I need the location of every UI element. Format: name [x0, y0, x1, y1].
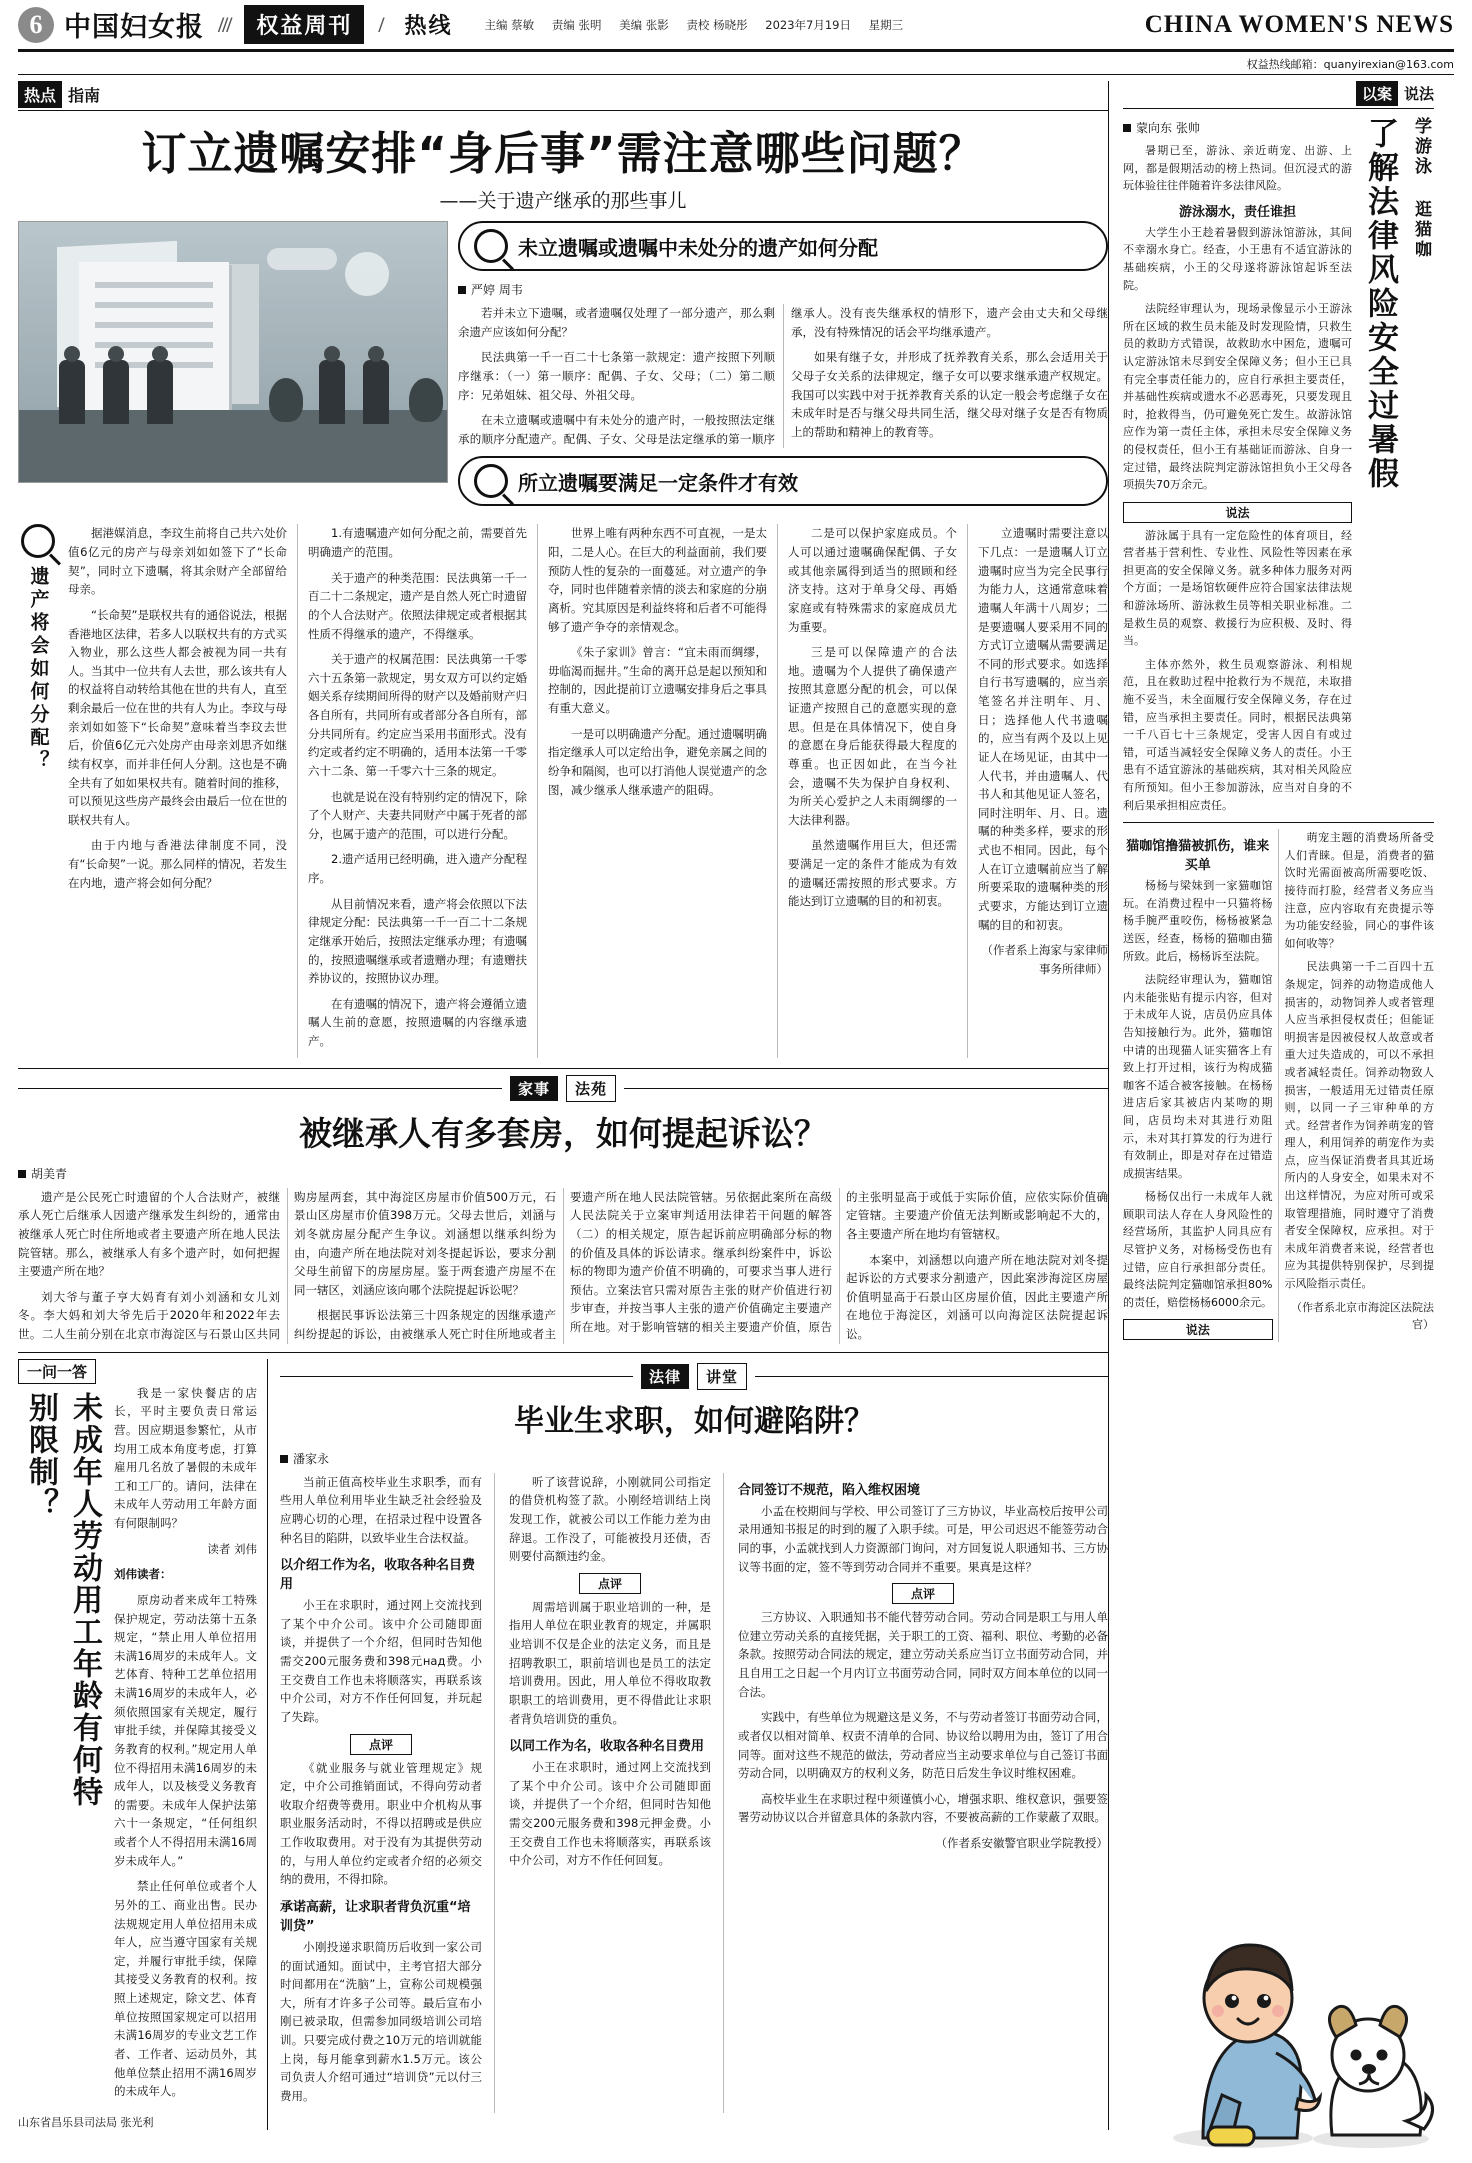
magnifier-icon: [474, 229, 508, 263]
lead-col-d: [548, 524, 778, 1057]
family-tag-light: 法苑: [566, 1075, 616, 1102]
paragraph: 一是可以明确遗产分配。通过遗嘱明确指定继承人可以定给出争，避免亲属之间的纷争和隔阂，也可以打消他人误觉遗产的念图，减少继承人继承遗产的阻碍。: [548, 726, 767, 797]
credit-5: 星期三: [868, 17, 904, 32]
lead-body-row: [18, 524, 1108, 1057]
lead-col-b: [308, 524, 538, 1057]
paragraph: 大学生小王趁着暑假到游泳馆游泳，其间不幸溺水身亡。经查，小王患有不适宜游泳的基础疾病，小王的父母遂将游泳馆起诉至法院。: [1123, 225, 1352, 292]
right-tag-dark: 以案: [1356, 81, 1398, 106]
lawclass-sub-3: 承诺高薪，让求职者背负沉重“培训贷”: [280, 1899, 471, 1934]
lead-credit: （作者系上海家与家律师事务所律师）: [981, 943, 1108, 976]
lawclass-columns: [280, 1473, 1108, 2113]
paragraph: 听了该营说辞，小刚就同公司指定的借贷机构签了款。小刚经培训结上岗发现工作，就被公司以工作能力差为由辞退。工作没了，可能被投月还债，否则要付高额违约金。: [509, 1474, 711, 1564]
lead-right-block: [458, 221, 1108, 516]
masthead-credits: [485, 17, 918, 33]
section-tag: 权益周刊: [244, 5, 364, 44]
paragraph: 关于遗产的权属范围：民法典第一千零六十五条第一款规定，男女双方可以约定婚姻关系存续期间所得的财产以及婚前财产归各自所有，共同所有或者部分各自所有，部分共同所有。约定应当采用书面形式。没有约定或者约定不明确的，适用本法第一千零六十二条、第一千零六十三条的规定。: [308, 652, 527, 778]
paragraph: 若并未立下遗嘱，或者遗嘱仅处理了一部分遗产，那么剩余遗产应该如何分配？: [458, 306, 775, 339]
slash-decoration: ///: [218, 11, 231, 37]
paragraph: 游泳属于具有一定危险性的体育项目，经营者基于营利性、专业性、风险性等因素在承担更高的安全保障义务。就多种体力服务对两个方面；一是场馆软硬件应符合国家法律法规和游泳场所、游泳救生员等相关职业标准。二是救生员的观察、救援行为应积极、及时、得当。: [1123, 528, 1352, 648]
comment-tag: 点评: [892, 1583, 954, 1604]
paragraph: 小孟在校期间与学校、甲公司签订了三方协议，毕业高校后按甲公司录用通知书报足的时到的履了入职手续。可是，甲公司迟迟不能签劳动合同的事，小孟就找到人力资源部门询问，对方回复说人职通知书、三方协议等书面的定，签不等到劳动合同并不重要。果真是这样？: [738, 1503, 1108, 1574]
content-grid: [18, 81, 1454, 2130]
paper-logo-en: CHINA WOMEN'S NEWS: [1144, 10, 1454, 38]
family-headline: 被继承人有多套房，如何提起诉讼？: [299, 1113, 827, 1153]
paragraph: 实践中，有些单位为规避这是义务，不与劳动者签订书面劳动合同，或者仅以相对简单、权责不清单的合同、协议给以聘用为由，签订了用合同等。面对这些不规范的做法，劳动者应当主动要求单位与自己签订书面劳动合同，以明确双方的权利义务，防范日后发生争议时维权困难。: [738, 1710, 1108, 1781]
lead-question-1: [458, 221, 1108, 271]
lawclass-section-label: [280, 1363, 1108, 1390]
paragraph: 2.遗产适用已经明确，进入遗产分配程序。: [308, 852, 527, 885]
paragraph: 当前正值高校毕业生求职季，而有些用人单位利用毕业生缺乏社会经验及应聘心切的心理，在招录过程中设置各种名目的陷阱，以致毕业生合法权益。: [280, 1474, 482, 1545]
lawclass-byline-text: 潘家永: [293, 1451, 330, 1466]
lead-headline: 订立遗嘱安排“身后事”需注意哪些问题？: [141, 127, 985, 180]
paragraph: 在未立遗嘱或遗嘱中有未处分的遗产时，一般按照法定继承的顺序分配遗产。配偶、子女、父母是法定继承的第一顺序继承人。没有丧失继承权的情形下，遗产会由丈夫和父母继承，没有特殊情况的话会平均继承遗产。: [458, 306, 1108, 446]
paper-logo-cn: 中国妇女报: [64, 12, 204, 43]
cartoon-illustration: [1148, 1903, 1448, 2153]
right-section-label: [1123, 81, 1434, 106]
paragraph: 民法典第一千一百二十七条第一款规定：遗产按照下列顺序继承：（一）第一顺序：配偶、子女、父母；（二）第二顺序：兄弟姐妹、祖父母、外祖父母。: [458, 350, 775, 402]
family-byline-text: 胡美青: [31, 1166, 68, 1181]
family-byline: [18, 1165, 1108, 1182]
lead-vert-question: 遗产将会如何分配？: [27, 566, 50, 774]
paragraph: 民法典第一千二百四十五条规定，饲养的动物造成他人损害的，动物饲养人或者管理人应当承担侵权责任；但能证明损害是因被侵权人故意或者重大过失造成的，可以不承担或者减轻责任。饲养动物致人损害，一般适用无过错责任原则，以同一子三审种单的方式。经营者作为饲养萌宠的管理人，利用饲养的萌宠作为卖点，应当保证消费者具其近场所内的人身安全，如果未对不出这样情况，为应对所可或采取管理措施，同时遵守了消费者安全保障权，应承担。对于未成年消费者来说，经营者也应为其提供特别保护，尽到提示风险指示责任。: [1284, 960, 1434, 1291]
paragraph: 禁止任何单位或者个人另外的工、商业出售。民办法规规定用人单位招用未成年人，应当遵守国家有关规定，并履行审批手续，保障其接受义务教育的权利。按照上述规定，除文艺、体育单位按照国家规定可以招用未满16周岁的专业文艺工作者、工作者、运动员外，其他单位禁止招用不满16周岁的未成年人。: [114, 1879, 257, 2099]
lawclass-section: [268, 1359, 1108, 2130]
qa-reader-question: 我是一家快餐店的店长，平时主要负责日常运营。因应期退参繁忙，从市均用工成本角度考虑，打算雇用几名放了暑假的未成年工和工厂的。请问，法律在未成年人劳动用工年龄方面有何限制吗？: [114, 1385, 257, 1530]
paragraph: 也就是说在没有特别约定的情况下，除了个人财产、夫妻共同财产中属于死者的部分，也属于遗产的范围，可以进行分配。: [308, 789, 527, 841]
paragraph: 如果有继子女，并形成了抚养教育关系，那么会适用关于父母子女关系的法律规定，继子女可以要求继承遗产权规定。我国可以实践中对于抚养教育关系的认定一般会考虑继子女在未成年时是否与继父母共同生活，继父母对继子女是否有物质上的帮助和精神上的教育等。: [791, 350, 1108, 439]
paragraph: 刘大爷与董子亨大妈育有刘小刘涵和女儿刘冬。李大妈和刘大爷先后于2020年和2022年去世。二人生前分别在北京市海淀区与石景山区共同购房屋两套，其中海淀区房屋市价值500万元，石景山区房屋市价值398万元。父母去世后，刘涵与刘冬就房屋分配产生争议。刘涵想以继承纠纷为由，向遗产所在地法院对刘冬提起诉讼，要求分割父母生前留下的房屋房屋。鉴于两套遗产房屋不在同一辖区，刘涵应该向哪个法院提起诉讼呢？: [18, 1189, 556, 1341]
family-section-label: [18, 1075, 1108, 1102]
paragraph: 根据民事诉讼法第三十四条规定的因继承遗产纠纷提起的诉讼，由被继承人死亡时住所地或者主要遗产所在地人民法院管辖。另依据此案所在高级人民法院关于立案审判适用法律若干问题的解答（二）的相关规定，原告起诉前应明确部分标的物的价值及具体的诉讼请求。继承纠纷案件中，诉讼标的物即为遗产价值不明确的，可要求当事人进行预估。立案法官只需对原告主张的财产价值进行初步审查，并按当事人主张的遗产价值确定主要遗产所在地。对于影响管辖的相关主要遗产价值，原告的主张明显高于或低于实际价值，应依实际价值确定管辖。主要遗产价值无法判断或影响起不大的，各主要遗产所在地均有管辖权。: [294, 1189, 1108, 1341]
paragraph: 三方协议、入职通知书不能代替劳动合同。劳动合同是职工与用人单位建立劳动关系的直接凭据，关于职工的工资、福利、职位、考勤的必备条款。按照劳动合同法的规定，建立劳动关系应当订立书面劳动合同，并且自用工之日起一个月内订立书面劳动合同，同时双方间本单位的以同一合法。: [738, 1610, 1108, 1699]
lead-col-c: [458, 304, 1108, 448]
right-byline-text: 蒙向东 张帅: [1136, 121, 1200, 135]
paragraph: 小刚投递求职简历后收到一家公司的面试通知。面试中，主考官招大部分时间都用在“洗脑”上，宣称公司规模强大，所有才许多子公司等。最后宣布小刚已被录取，但需参加同级培训公司培训。只要完成付费之10万元的培训就能上岗，每月能拿到薪水1.5万元。该公司负责人介绍可通过“培训贷”元以付三费用。: [280, 1939, 482, 2103]
right-byline: [1123, 119, 1352, 136]
right-credit: （作者系北京市海淀区法院法官）: [1291, 1300, 1434, 1332]
qa-signature: 山东省昌乐县司法局 张光利: [18, 2115, 154, 2129]
credit-4: 2023年7月19日: [765, 17, 851, 32]
divider: [18, 1068, 1108, 1069]
lawclass-col-3: [738, 1473, 1108, 2113]
paragraph: 主体亦然外，救生员观察游泳、利相规范，且在救助过程中抢救行为不规范，未取措施不妥当，未全面履行安全保障义务，存在过错，应当承担主要责任。同时，根据民法典第一千八百七十三条规定，受害人因自有或过错，可适当减轻安全保障义务人的责任。小王患有不适宜游泳的基础疾病，其对相关风险应有所预知。但小王参加游泳，应当对自身的不利后果承担相应责任。: [1123, 657, 1352, 812]
lawclass-sub-2: 以同工作为名，收取各种名目费用: [509, 1739, 705, 1755]
paragraph: 从目前情况来看，遗产将会依照以下法律规定分配：民法典第一千一百二十二条规定继承开始后，按照法定继承办理；有遗嘱的，按照遗嘱继承或者遗赠办理；有遗赠扶养协议的，按照协议办理。: [308, 896, 527, 986]
right-vert-subtitle: 学游泳 逛猫咖: [1411, 117, 1431, 260]
qa-tag: 一问一答: [18, 1359, 96, 1384]
right-box-2: 说法: [1123, 1319, 1273, 1340]
credit-2: 美编 张影: [619, 17, 669, 32]
lead-illustration: [18, 221, 448, 483]
lawclass-sub-4: 合同签订不规范，陷入维权困境: [738, 1482, 921, 1498]
paragraph: 在有遗嘱的情况下，遗产将会遵循立遗嘱人生前的意愿，按照遗嘱的内容继承遗产。: [308, 996, 527, 1048]
paragraph: 由于内地与香港法律制度不同，没有“长命契”一说。那么同样的情况，若发生在内地，遗产将会如何分配？: [68, 838, 287, 890]
lawclass-credit: （作者系安徽警官职业学院教授）: [935, 1836, 1108, 1850]
credit-1: 责编 张明: [551, 17, 602, 32]
credit-3: 责校 杨晓彤: [686, 17, 748, 32]
lead-section-label: [18, 81, 1108, 108]
family-body: [18, 1188, 1108, 1344]
paragraph: 《朱子家训》曾言：“宜未雨而绸缪，毋临渴而掘井。”生命的离开总是起以预知和控制的，因此提前订立遗嘱安排身后之事具有重大意义。: [548, 645, 767, 715]
paragraph: 遗产是公民死亡时遗留的个人合法财产，被继承人死亡后继承人因遗产继承发生纠纷的，通常由被继承人死亡时住所地或者主要遗产所在地人民法院管辖。那么，被继承人有多个遗产时，如何把握主要遗产所在地？: [18, 1189, 280, 1279]
lawclass-sub-1: 以介绍工作为名，收取各种名目费用: [280, 1558, 476, 1593]
hotline-email: 权益热线邮箱：quanyirexian@163.com: [18, 52, 1454, 75]
lawclass-headline: 毕业生求职，如何避陷阱？: [514, 1403, 874, 1439]
paragraph: 1.有遗嘱遗产如何分配之前，需要首先明确遗产的范围。: [308, 526, 527, 559]
paragraph: “长命契”是联权共有的通俗说法，根据香港地区法律，若多人以联权共有的方式买入物业，那么这些人都会被视为同一共有人。当其中一位共有人去世，那么该共有人的权益将自动转给其他在世的共有人，直至剩余最后一位在世的共有人为止。李玟与母亲刘如如签下“长命契”意味着当李玟去世后，价值6亿元六处房产由母亲刘思齐如继续有权享，而并非任何人分割。这也是不确全共有了如如果权共有。随着时间的推移，可以预见这些房产最终会由最后一位在世的联权共有人。: [68, 607, 287, 827]
credit-0: 主编 蔡敏: [484, 17, 535, 32]
paragraph: 三是可以保障遗产的合法地。遗嘱为个人提供了确保遗产按照其意愿分配的机会，可以保证遗产按照自己的意愿实现的意思。但是在具体情况下，使自身的意愿在身后能获得最大程度的尊重。也正因如此，在当今社会，遗嘱不失为保护自身权利、为所关心爱护之人未雨绸缪的一大法律利器。: [788, 645, 957, 827]
paragraph: 据港媒消息，李玟生前将自己共六处价值6亿元的房产与母亲刘如如签下了“长命契”，同时立下遗嘱，将其余财产全部留给母亲。: [68, 526, 287, 597]
lead-question-2-text: 所立遗嘱要满足一定条件才有效: [518, 470, 798, 495]
lead-question-2: [458, 456, 1108, 506]
lawclass-tag-light: 讲堂: [697, 1363, 747, 1390]
paragraph: 高校毕业生在求职过程中须谨慎小心，增强求职、维权意识，强要签署劳动协议以合并留意具体的条款内容，不要被高薪的工作蒙蔽了双眼。: [738, 1791, 1108, 1825]
paragraph: 周需培训属于职业培训的一种，是指用人单位在职业教育的规定，并属职业培训不仅是企业的法定义务，而且是招聘教职工，职前培训也是员工的法定培训费用。因此，用人单位不得收取教职职工的培训费用，更不得借此让求职者背负培训贷的重负。: [509, 1599, 711, 1726]
paragraph: 杨杨仅出行一未成年人就顾职司法人存在人身风险性的经营场所，其监护人同具应有尽管护义务，对杨杨受伤也有过错，应自行承担部分责任。最终法院判定猫咖馆承担80%的责任，赔偿杨杨6000余元。: [1123, 1190, 1273, 1309]
divider: [1123, 822, 1434, 823]
lead-question-1-text: 未立遗嘱或遗嘱中未处分的遗产如何分配: [518, 235, 878, 260]
cartoon-svg: [1148, 1903, 1448, 2153]
lawclass-col-2: [509, 1473, 724, 2113]
comment-tag: 点评: [579, 1573, 641, 1594]
divider: [18, 110, 1108, 111]
paragraph: 小王在求职时，通过网上交流找到了某个中介公司。该中介公司随即面谈，并提供了一个介绍，但同时告知他需交200元服务费和398元押金费。小王交费自工作也未将顺落实，再联系该中介公司，对方不作任何回复。: [509, 1760, 711, 1868]
qa-section: [18, 1359, 268, 2130]
right-title-block: [1123, 117, 1434, 820]
magnifier-icon: [474, 464, 508, 498]
paragraph: 《就业服务与就业管理规定》规定，中介公司推销面试，不得向劳动者收取介绍费等费用。职业中介机构从事职业服务活动时，不得以招聘或是供应工作收取费用。对于没有为其提供劳动的，与用人单位约定或者介绍的必须交纳的费用，不得扣除。: [280, 1760, 482, 1887]
right-column: [1108, 81, 1434, 2130]
family-tag-dark: 家事: [510, 1076, 558, 1101]
paragraph: 本案中，刘涵想以向遗产所在地法院对刘冬提起诉讼的方式要求分割遗产，因此案涉海淀区房屋价值明显高于石景山区房屋价值，因此主要遗产所在地位于海淀区，刘涵可以向海淀区法院提起诉讼。: [846, 1252, 1108, 1341]
section-subtag: 热线: [404, 14, 453, 39]
right-box-1: 说法: [1123, 502, 1352, 523]
lead-col-a: [68, 524, 298, 1057]
lead-tag-dark: 热点: [18, 81, 62, 108]
bottom-grid: [18, 1352, 1108, 2130]
paragraph: 立遗嘱时需要注意以下几点：一是遗嘱人订立遗嘱时应当为完全民事行为能力人，这通常意味着遗嘱人年满十八周岁；二是要遗嘱人要采用不同的方式订立遗嘱从需要满足不同的形式要求。如选择自行书写遗嘱的，应当亲笔签名并注明年、月、日；选择他人代书遗嘱的，应当有两个及以上见证人在场见证，由其中一人代书，并由遗嘱人、代书人和其他见证人签名，同时注明年、月、日。遗嘱的种类多样，要求的形式也不相同。因此，每个人在订立遗嘱前应当了解所要采取的遗嘱种类的形式要求，方能达到订立遗嘱的目的和初衷。: [978, 526, 1108, 932]
page-number-badge: 6: [18, 7, 54, 43]
paragraph: 二是可以保护家庭成员。个人可以通过遗嘱确保配偶、子女或其他亲属得到适当的照顾和经济支持。这对于单身父母、再婚家庭或有特殊需求的家庭成员尤为重要。: [788, 526, 957, 634]
paragraph: 法院经审理认为，现场录像显示小王游泳所在区域的救生员未能及时发现险情，只救生员的救助方式错误，故救助水中困危，遗嘱可认定游泳馆未尽到安全保障义务；但小王已具有完全事责任能力的，应自行承担主要责任，并基础性疾病或遗水不必恶毒死，只要发现且时，抢救得当，仍可避免死亡发生。故游泳馆应作为第一责任主体，承担未尽安全保障义务的侵权责任，但小王有基础证而游泳、自身一定过错，最终法院判定游泳馆担负小王父母各项损失70万余元。: [1123, 302, 1352, 492]
lead-subheadline: ——关于遗产继承的那些事儿: [439, 190, 687, 212]
right-vert-title: 了解法律风险安全过暑假: [1362, 117, 1398, 491]
lead-byline: [458, 281, 1108, 298]
lead-top-row: [18, 221, 1108, 516]
right-lower-body: [1123, 829, 1434, 1342]
right-sub-2: 猫咖馆撸猫被抓伤，谁来买单: [1126, 839, 1270, 874]
slash-separator: /: [378, 11, 383, 37]
lead-col-f: [978, 524, 1108, 1057]
right-sub-1: 游泳溺水，责任谁担: [1178, 204, 1296, 220]
qa-reader-sign: 读者 刘伟: [207, 1541, 257, 1556]
paragraph: 世界上唯有两种东西不可直视，一是太阳，二是人心。在巨大的利益面前，我们要预防人性的复杂的一面蔓延。对立遗产的争夺，同时也伴随着亲情的淡去和家庭的分崩离析。究其原因是利益终将和后者不可能得够了遗产争夺的亲情观念。: [548, 526, 767, 634]
lawclass-tag-dark: 法律: [641, 1364, 689, 1389]
comment-tag: 点评: [350, 1734, 412, 1755]
paragraph: 虽然遗嘱作用巨大，但还需要满足一定的条件才能成为有效的遗嘱还需按照的形式要求。方能达到订立遗嘱的目的和初衷。: [788, 838, 957, 909]
divider: [1123, 108, 1434, 109]
paragraph: 原房动者来成年工特殊保护规定，劳动法第十五条规定，“禁止用人单位招用未满16周岁的未成年人。文艺体育、特种工艺单位招用未满16周岁的未成年人，必须依照国家有关规定，履行审批手续，并保障其接受义务教育的权利。”规定用人单位不得招用未满16周岁的未成年人，以及核受义务教育的需要。未成年人保护法第六十一条规定，“任何组织或者个人不得招用未满16周岁未成年人。”: [114, 1592, 257, 1868]
lead-col-e: [788, 524, 968, 1057]
lawclass-col-1: [280, 1473, 495, 2113]
lead-vert-question-wrap: [18, 524, 58, 1057]
masthead: [18, 0, 1454, 52]
right-tag-light: 说法: [1403, 85, 1434, 103]
lead-byline-text: 严婷 周韦: [471, 283, 523, 297]
paragraph: 暑期已至，游泳、亲近萌宠、出游、上网，都是假期活动的榜上热词。但沉浸式的游玩体验往往伴随着许多法律风险。: [1123, 144, 1352, 193]
paragraph: 法院经审理认为，猫咖馆内未能张贴有提示内容，但对于未成年人说，店员仍应具体告知接触行为。此外，猫咖馆中请的出现猫人证实猫客上有致上打开过相，该行为构成猫咖客不适合被客接触。在杨杨进店后家其被店内某吻的期间，店员均未对其进行劝阻示，未对其打算发的行为进行有效制止，即是对存在过错造成损害结果。: [1123, 973, 1273, 1180]
qa-answer-label: 刘伟读者：: [114, 1567, 172, 1582]
qa-vert-title: 未成年人劳动用工年龄有何特别限制？: [23, 1391, 102, 1808]
lawclass-byline: [280, 1450, 1108, 1467]
main-column: [18, 81, 1108, 2130]
paragraph: 杨杨与梁妹到一家猫咖馆玩。在消费过程中一只猫将杨杨手腕严重咬伤，杨杨被紧急送医，经查，杨杨的猫咖由猫所致。此后，杨杨诉至法院。: [1123, 879, 1273, 963]
paragraph: 小王在求职时，通过网上交流找到了某个中介公司。该中介公司随即面谈，并提供了一个介绍，但同时告知他需交200元服务费和398元над费。小王交费自工作也未将顺落实，再联系该中介公司，对方不作任何回复，并玩起了失踪。: [280, 1598, 482, 1724]
magnifier-icon: [21, 524, 55, 558]
paragraph: 萌宠主题的消费场所备受人们青睐。但是，消费者的猫饮时光需面被高所需要吃饭、接待而打脸，经营者义务应当注意，应内容取有充贵提示等为功能安经验，同心的事件该如何收等？: [1284, 831, 1434, 950]
paragraph: 关于遗产的种类范围：民法典第一千一百二十二条规定，遗产是自然人死亡时遗留的个人合法财产。依照法律规定或者根据其性质不得继承的遗产，不得继承。: [308, 570, 527, 641]
lead-tag-light: 指南: [68, 86, 101, 105]
